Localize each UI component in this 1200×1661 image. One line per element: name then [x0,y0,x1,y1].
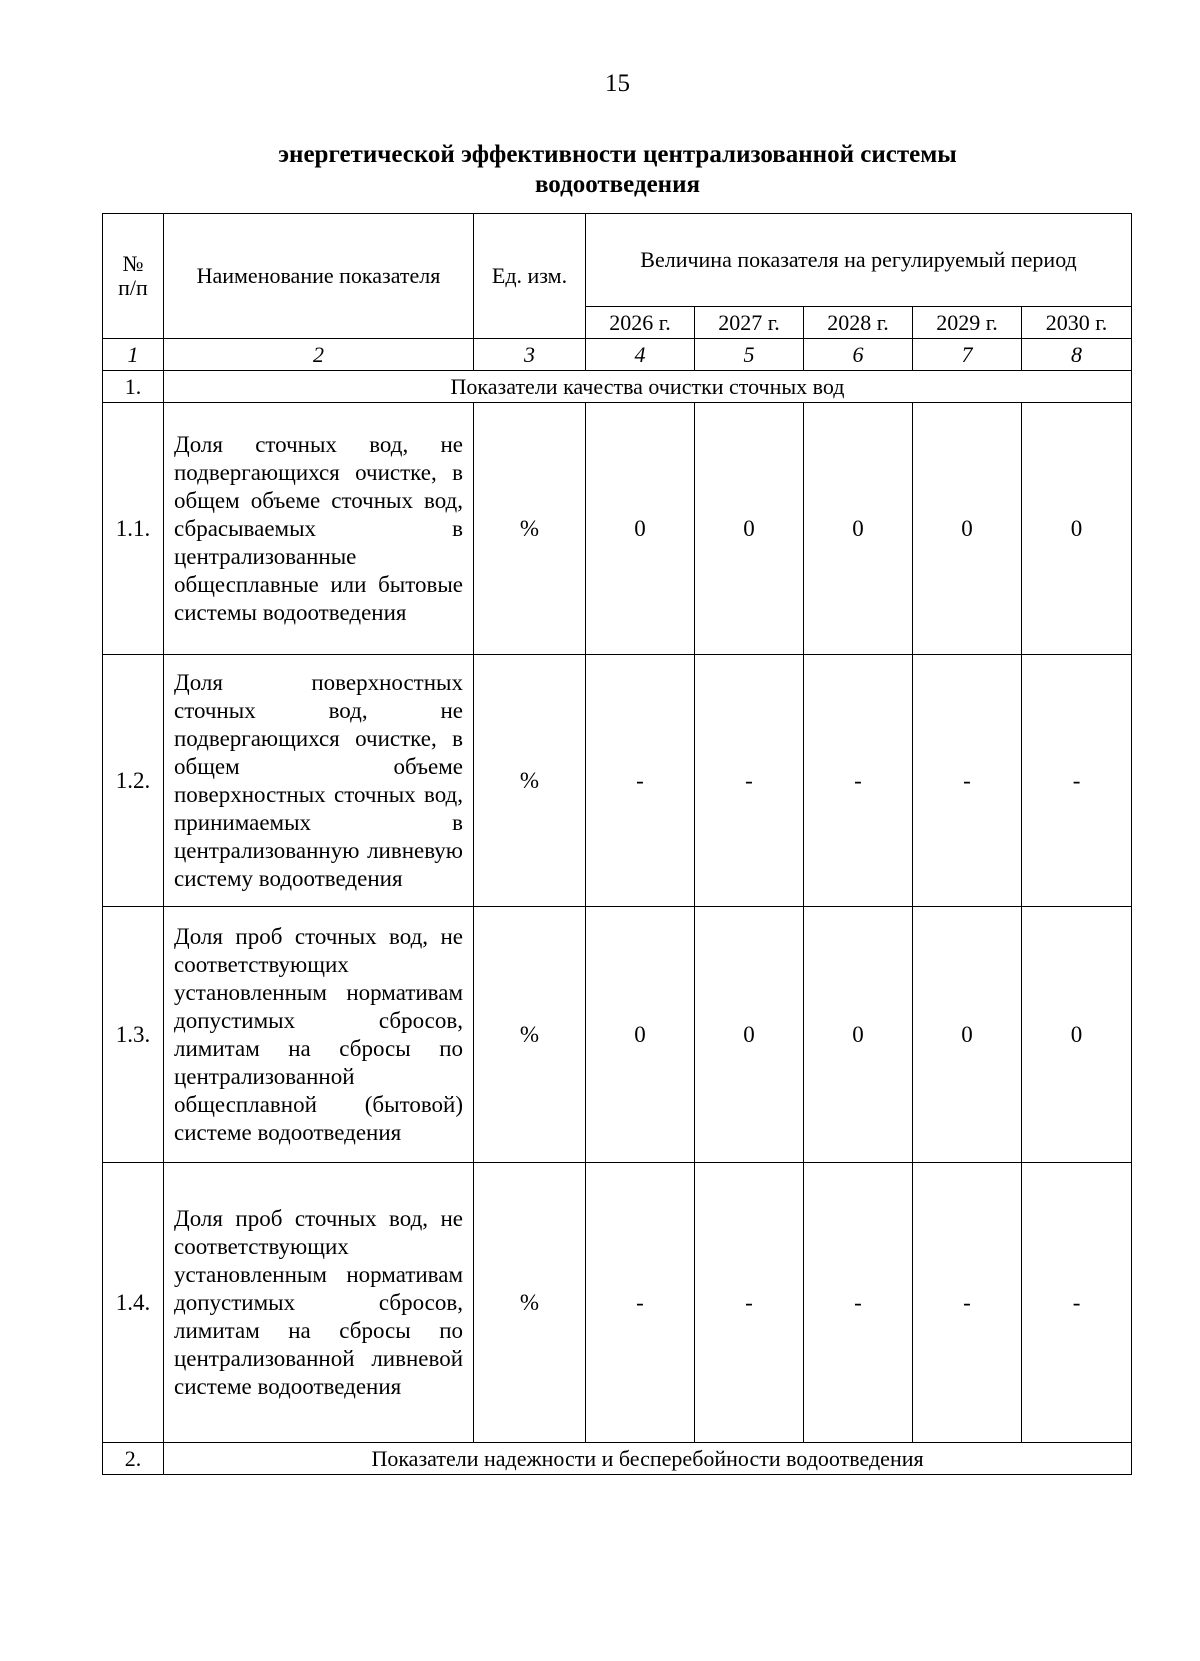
section-num: 2. [103,1443,164,1475]
row-value: - [1022,1163,1132,1443]
row-unit: % [474,1163,586,1443]
row-value: - [804,655,913,907]
column-index: 4 [586,339,695,371]
header-row [103,214,1132,307]
row-value: - [695,1163,804,1443]
header-year: 2028 г. [804,307,913,339]
row-value: 0 [586,403,695,655]
header-year: 2027 г. [695,307,804,339]
header-num: № [122,251,144,276]
column-index: 8 [1022,339,1132,371]
table-row [103,907,1132,1163]
section-row [103,371,1132,403]
row-value: 0 [804,907,913,1163]
header-year: 2026 г. [586,307,695,339]
row-value: - [586,655,695,907]
header-num-2: п/п [118,275,148,300]
section-num: 1. [103,371,164,403]
section-title: Показатели надежности и бесперебойности водоотведения [164,1443,1132,1475]
table-row [103,1163,1132,1443]
header-name: Наименование показателя [164,214,474,339]
document-title [0,140,1200,200]
row-name: Доля сточных вод, не подвергающихся очистке, в общем объеме сточных вод, сбрасываемых в централизованные общесплавные или бытовые системы водоотведения [164,403,474,655]
row-value: - [586,1163,695,1443]
title-line-1: энергетической эффективности централизованной системы [278,141,957,168]
row-value: 0 [586,907,695,1163]
row-value: 0 [913,403,1022,655]
row-value: 0 [1022,907,1132,1163]
column-index: 5 [695,339,804,371]
page-number: 15 [605,70,630,97]
header-unit: Ед. изм. [474,214,586,339]
column-index: 2 [164,339,474,371]
row-name: Доля проб сточных вод, не соответствующих установленным нормативам допустимых сбросов, лимитам на сбросы по централизованной ливневой системе водоотведения [164,1163,474,1443]
row-value: - [695,655,804,907]
row-num: 1.1. [103,403,164,655]
row-value: - [913,1163,1022,1443]
column-index: 3 [474,339,586,371]
row-num: 1.4. [103,1163,164,1443]
row-value: 0 [804,403,913,655]
column-index: 7 [913,339,1022,371]
table-row [103,655,1132,907]
row-value: 0 [1022,403,1132,655]
row-num: 1.3. [103,907,164,1163]
row-num: 1.2. [103,655,164,907]
header-value: Величина показателя на регулируемый период [586,214,1132,307]
indicators-table [102,213,1132,1475]
row-value: - [1022,655,1132,907]
row-unit: % [474,907,586,1163]
section-row [103,1443,1132,1475]
row-unit: % [474,655,586,907]
row-value: 0 [913,907,1022,1163]
header-year: 2029 г. [913,307,1022,339]
row-value: 0 [695,403,804,655]
row-value: - [913,655,1022,907]
table-row [103,403,1132,655]
row-name: Доля проб сточных вод, не соответствующих установленным нормативам допустимых сбросов, лимитам на сбросы по централизованной общесплавной (бытовой) системе водоотведения [164,907,474,1163]
column-index-row [103,339,1132,371]
header-year: 2030 г. [1022,307,1132,339]
column-index: 6 [804,339,913,371]
section-title: Показатели качества очистки сточных вод [164,371,1132,403]
row-unit: % [474,403,586,655]
row-value: - [804,1163,913,1443]
header-num-cell [103,214,164,339]
title-line-2: водоотведения [534,171,701,198]
column-index: 1 [103,339,164,371]
row-name: Доля поверхностных сточных вод, не подвергающихся очистке, в общем объеме поверхностных сточных вод, принимаемых в централизованную ливневую систему водоотведения [164,655,474,907]
row-value: 0 [695,907,804,1163]
